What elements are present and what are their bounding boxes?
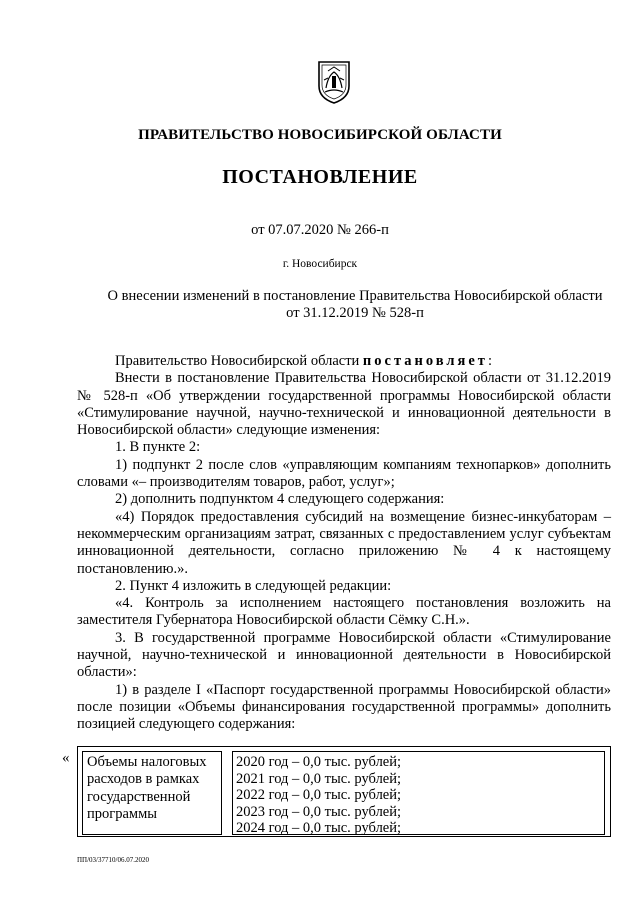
document-footer-code: ПП/03/37710/06.07.2020 bbox=[77, 856, 149, 864]
intro-colon: : bbox=[487, 353, 492, 369]
organization-name: ПРАВИТЕЛЬСТВО НОВОСИБИРСКОЙ ОБЛАСТИ bbox=[138, 127, 502, 143]
body-paragraph: 2) дополнить подпунктом 4 следующего содержания: bbox=[115, 491, 445, 508]
document-type: ПОСТАНОВЛЕНИЕ bbox=[222, 166, 418, 188]
body-paragraph: 2. Пункт 4 изложить в следующей редакции: bbox=[115, 577, 392, 594]
document-body bbox=[77, 353, 611, 734]
intro-prefix: Правительство Новосибирской области bbox=[115, 353, 363, 369]
body-paragraph: 1) подпункт 2 после слов «управляющим компаниям технопарков» дополнить словами «– производителям товаров, работ, услуг»; bbox=[77, 456, 611, 491]
document-city: г. Новосибирск bbox=[282, 258, 358, 270]
intro-decision-word: постановляет bbox=[362, 353, 488, 369]
body-paragraph: 1) в разделе I «Паспорт государственной программы Новосибирской области» после позиции «Объемы финансирования государственной программы» дополнить позицией следующего содержания: bbox=[77, 681, 611, 733]
table-label-cell: Объемы налоговых расходов в рамках государственной программы bbox=[82, 751, 222, 835]
table-row: 2020 год – 0,0 тыс. рублей; bbox=[236, 754, 402, 770]
table-values-cell bbox=[232, 751, 605, 835]
coat-of-arms-icon bbox=[316, 58, 352, 104]
document-title-line: О внесении изменений в постановление Правительства Новосибирской области bbox=[107, 288, 603, 304]
body-paragraph: «4. Контроль за исполнением настоящего постановления возложить на заместителя Губернатора Новосибирской области Сёмку С.Н.». bbox=[77, 595, 611, 629]
table-row: 2024 год – 0,0 тыс. рублей; bbox=[236, 820, 402, 836]
body-paragraph: Внести в постановление Правительства Новосибирской области от 31.12.2019 № 528-п «Об утверждении государственной программы Новосибирской области «Стимулирование научной, научно-технической и инновационной деятельности в Новосибирской области» следующие изменения: bbox=[77, 370, 611, 439]
table-open-quote: « bbox=[62, 750, 70, 766]
table-row: 2021 год – 0,0 тыс. рублей; bbox=[236, 770, 402, 787]
document-title-line: от 31.12.2019 № 528-п bbox=[286, 305, 424, 322]
tax-expenditure-table bbox=[77, 746, 611, 837]
document-title bbox=[60, 288, 640, 322]
intro-paragraph bbox=[77, 353, 611, 370]
body-paragraph: 1. В пункте 2: bbox=[115, 439, 201, 456]
body-paragraph: 3. В государственной программе Новосибирской области «Стимулирование научной, научно-технической и инновационной деятельности в Новосибирской области»: bbox=[77, 629, 611, 681]
table-row: 2023 год – 0,0 тыс. рублей; bbox=[236, 803, 402, 820]
body-paragraph: «4) Порядок предоставления субсидий на возмещение бизнес-инкубаторам – некоммерческим организациям затрат, связанных с предоставлением услуг субъектам инновационной деятельности, согласно приложению № 4 к настоящему постановлению.». bbox=[77, 508, 611, 577]
document-date-number: от 07.07.2020 № 266-п bbox=[251, 222, 389, 238]
table-row: 2022 год – 0,0 тыс. рублей; bbox=[236, 787, 402, 803]
